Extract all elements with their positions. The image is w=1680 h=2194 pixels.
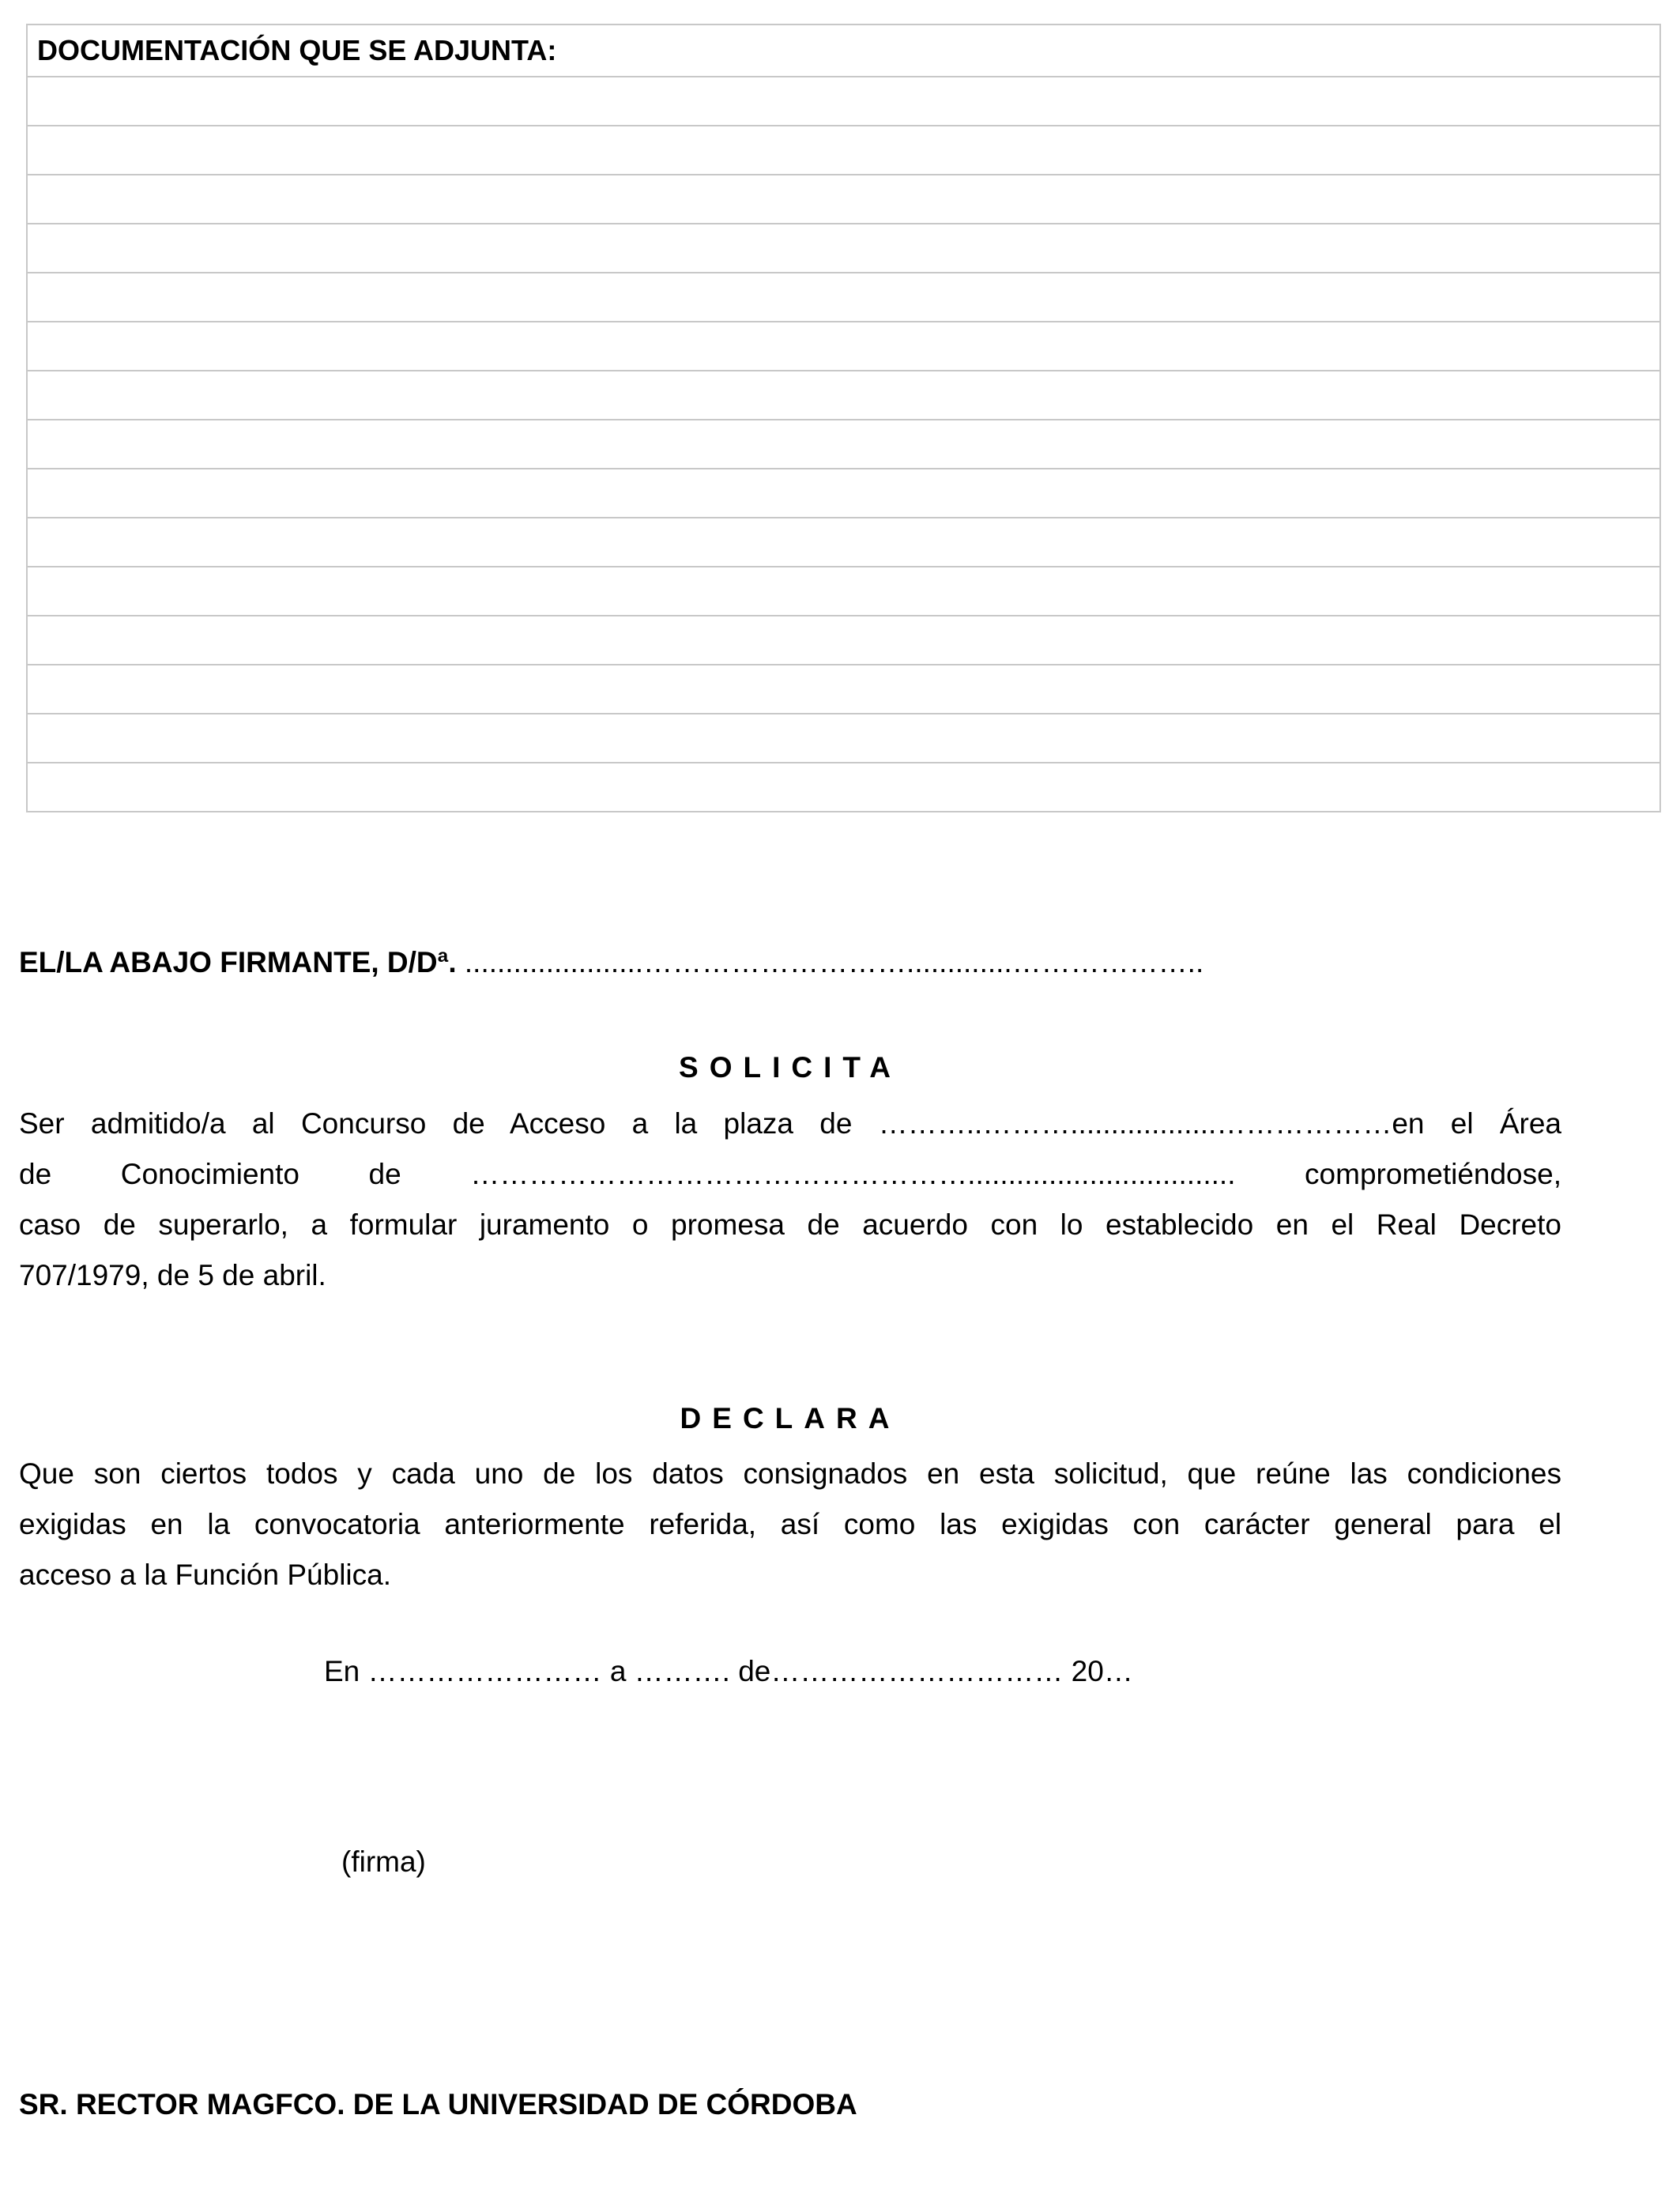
documentation-row-cell[interactable]: [27, 665, 1660, 714]
addressee: SR. RECTOR MAGFCO. DE LA UNIVERSIDAD DE CÓRDOBA: [19, 2088, 857, 2120]
solicita-paragraph: [19, 1099, 1561, 1301]
declara-heading: DECLARA: [680, 1402, 901, 1434]
documentation-row-cell[interactable]: [27, 616, 1660, 665]
documentation-row: [27, 77, 1660, 126]
documentation-row-cell[interactable]: [27, 322, 1660, 371]
date-place-line[interactable]: En …………………… a ………. de………………………… 20…: [324, 1655, 1133, 1687]
signer-label: EL/LA ABAJO FIRMANTE, D/Dª.: [19, 946, 457, 978]
documentation-row: [27, 665, 1660, 714]
declara-line-1: Que son ciertos todos y cada uno de los datos consignados en esta solicitud, que reúne las condiciones: [19, 1457, 1561, 1490]
declara-line-3: acceso a la Función Pública.: [19, 1559, 391, 1591]
documentation-row-cell[interactable]: [27, 126, 1660, 175]
solicita-line-3: caso de superarlo, a formular juramento o promesa de acuerdo con lo establecido en el Real Decreto: [19, 1208, 1561, 1241]
documentation-row: [27, 763, 1660, 812]
documentation-row-cell[interactable]: [27, 77, 1660, 126]
declara-paragraph: [19, 1449, 1561, 1600]
signer-line: [19, 946, 1203, 979]
documentation-row-cell[interactable]: [27, 518, 1660, 567]
documentation-row-cell[interactable]: [27, 175, 1660, 224]
documentation-row: [27, 175, 1660, 224]
documentation-row-cell[interactable]: [27, 371, 1660, 420]
documentation-row: [27, 126, 1660, 175]
solicita-line-2: de Conocimiento de ……………………………………………................................. comprometiéndose,: [19, 1158, 1561, 1190]
documentation-row: [27, 420, 1660, 469]
documentation-row-cell[interactable]: [27, 420, 1660, 469]
declara-line-2: exigidas en la convocatoria anteriormente referida, así como las exigidas con carácter general para el: [19, 1508, 1561, 1540]
signature-label: (firma): [341, 1845, 426, 1878]
signer-name-field[interactable]: ......................……………………….............………………..: [464, 946, 1204, 978]
documentation-row-cell[interactable]: [27, 763, 1660, 812]
documentation-table: [26, 24, 1661, 812]
documentation-table-header-row: [27, 25, 1660, 77]
documentation-row-cell[interactable]: [27, 224, 1660, 273]
documentation-table-header: DOCUMENTACIÓN QUE SE ADJUNTA:: [27, 25, 1660, 77]
documentation-row: [27, 273, 1660, 322]
documentation-row-cell[interactable]: [27, 273, 1660, 322]
documentation-row-cell[interactable]: [27, 469, 1660, 518]
documentation-row: [27, 616, 1660, 665]
documentation-row: [27, 518, 1660, 567]
solicita-line-1: Ser admitido/a al Concurso de Acceso a la plaza de ………..………..................………………en el Área: [19, 1107, 1561, 1140]
solicita-heading: SOLICITA: [679, 1051, 902, 1084]
documentation-row-cell[interactable]: [27, 567, 1660, 616]
documentation-row: [27, 224, 1660, 273]
documentation-row-cell[interactable]: [27, 714, 1660, 763]
documentation-row: [27, 322, 1660, 371]
documentation-row: [27, 469, 1660, 518]
documentation-row: [27, 567, 1660, 616]
documentation-row: [27, 714, 1660, 763]
documentation-row: [27, 371, 1660, 420]
solicita-line-4: 707/1979, de 5 de abril.: [19, 1259, 326, 1291]
